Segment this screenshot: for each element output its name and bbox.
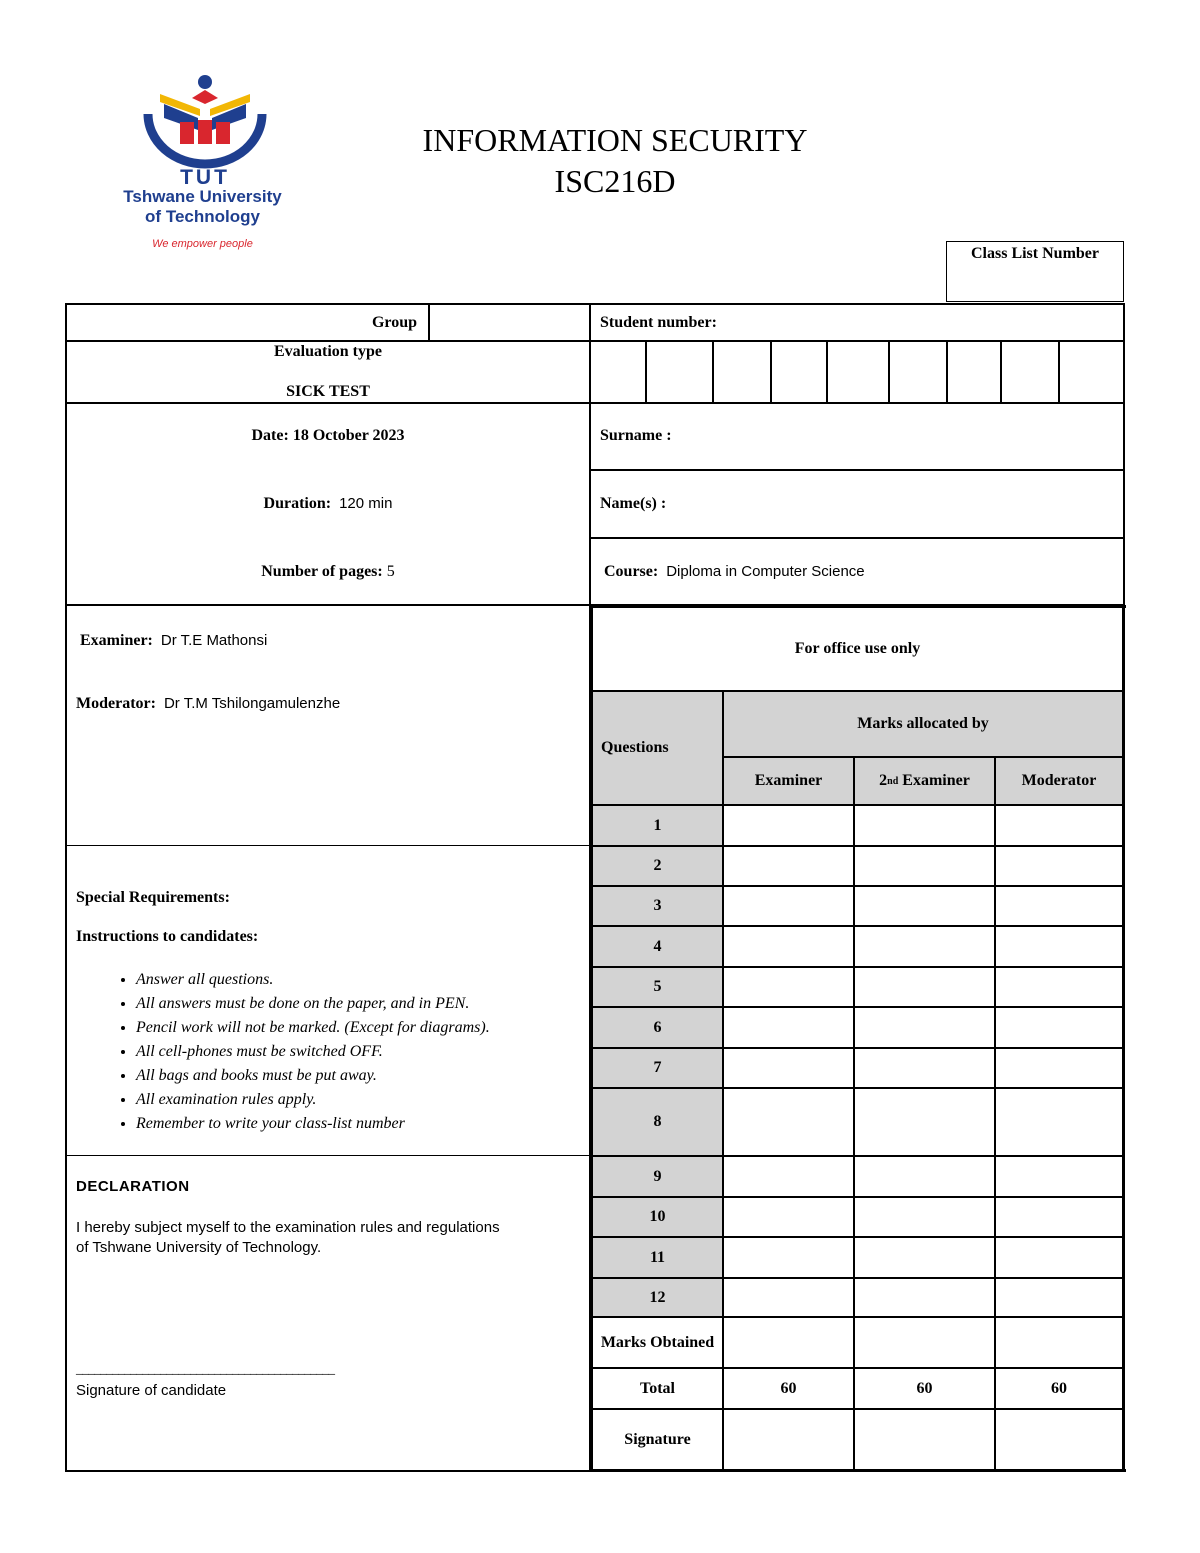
date-label: Date: <box>251 427 289 444</box>
question-number: 5 <box>653 978 662 995</box>
marks-allocated-header: Marks allocated by <box>857 715 989 732</box>
date-field <box>67 427 589 445</box>
instruction-item: • All cell-phones must be switched OFF. <box>136 1040 490 1064</box>
question-number: 12 <box>649 1288 666 1306</box>
university-logo <box>100 74 310 254</box>
course-value: Diploma in Computer Science <box>666 563 865 580</box>
logo-tagline: We empower people <box>152 238 253 250</box>
course-field <box>604 563 865 581</box>
student-number-input[interactable] <box>591 342 1123 402</box>
instruction-item: • Remember to write your class-list number <box>136 1112 490 1136</box>
group-input[interactable] <box>430 305 588 340</box>
duration-value: 120 min <box>339 495 393 512</box>
logo-name-line1: Tshwane University <box>123 187 282 206</box>
question-number: 7 <box>653 1059 662 1076</box>
question-number: 11 <box>649 1248 666 1266</box>
special-requirements-heading: Special Requirements: <box>76 889 230 906</box>
marks-obtained-label: Marks Obtained <box>600 1333 715 1351</box>
question-number: 1 <box>653 816 662 834</box>
instruction-item: • All examination rules apply. <box>136 1088 490 1112</box>
second-examiner-rest: Examiner <box>898 772 970 789</box>
question-number: 9 <box>653 1167 662 1185</box>
moderator-label: Moderator: <box>76 695 156 712</box>
page-title: INFORMATION SECURITY <box>422 122 808 158</box>
class-list-label: Class List Number <box>970 245 1099 262</box>
question-number: 6 <box>653 1018 662 1036</box>
group-label: Group <box>371 314 417 331</box>
examiner-value: Dr T.E Mathonsi <box>160 632 268 649</box>
second-examiner-column-header <box>855 758 994 804</box>
question-number: 10 <box>649 1208 666 1225</box>
questions-header: Questions <box>601 739 669 756</box>
signature-line[interactable]: ___________________________________________ <box>76 1362 334 1377</box>
total-moderator: 60 <box>1051 1379 1067 1397</box>
duration-field <box>67 495 589 513</box>
moderator-column-header: Moderator <box>1021 772 1097 789</box>
declaration-line2: of Tshwane University of Technology. <box>76 1239 322 1256</box>
question-number: 8 <box>653 1113 662 1130</box>
instruction-item: • Answer all questions. <box>136 968 490 992</box>
evaluation-type-label: Evaluation type <box>273 343 382 360</box>
moderator-value: Dr T.M Tshilongamulenzhe <box>163 695 341 712</box>
surname-label: Surname : <box>600 427 672 444</box>
evaluation-type-value: SICK TEST <box>286 383 370 400</box>
instruction-item: • All answers must be done on the paper, and in PEN. <box>136 992 490 1016</box>
course-label: Course: <box>604 563 659 580</box>
total-second-examiner: 60 <box>916 1379 933 1397</box>
total-label: Total <box>640 1379 675 1397</box>
date-value: 18 October 2023 <box>292 427 405 444</box>
student-number-label: Student number: <box>600 314 717 331</box>
names-input[interactable] <box>700 471 1123 537</box>
signature-label: Signature of candidate <box>76 1382 227 1399</box>
pages-value: 5 <box>386 563 395 580</box>
office-signature-label: Signature <box>624 1430 691 1448</box>
names-label: Name(s) : <box>600 495 667 512</box>
second-examiner-sup: nd <box>887 775 899 787</box>
second-examiner-num: 2 <box>879 772 888 789</box>
logo-emblem-icon <box>100 74 310 174</box>
moderator-field <box>76 695 340 713</box>
question-number: 4 <box>653 937 662 955</box>
question-number: 2 <box>653 857 662 874</box>
total-examiner: 60 <box>780 1379 797 1397</box>
pages-label: Number of pages: <box>261 563 383 580</box>
instructions-heading: Instructions to candidates: <box>76 928 259 945</box>
question-number: 3 <box>653 897 662 914</box>
instructions-list <box>76 968 490 1136</box>
duration-label: Duration: <box>263 495 332 512</box>
office-use-heading: For office use only <box>794 640 921 657</box>
declaration-line1: I hereby subject myself to the examination rules and regulations <box>76 1219 500 1236</box>
pages-field <box>67 563 589 581</box>
surname-input[interactable] <box>700 404 1123 469</box>
course-code: ISC216D <box>554 163 676 199</box>
instruction-item: • Pencil work will not be marked. (Except for diagrams). <box>136 1016 490 1040</box>
logo-abbr: TUT <box>180 166 230 189</box>
logo-name-line2: of Technology <box>145 207 260 226</box>
examiner-field <box>80 632 267 650</box>
examiner-column-header: Examiner <box>754 772 823 789</box>
declaration-heading: DECLARATION <box>76 1178 190 1195</box>
examiner-label: Examiner: <box>80 632 153 649</box>
instruction-item: • All bags and books must be put away. <box>136 1064 490 1088</box>
